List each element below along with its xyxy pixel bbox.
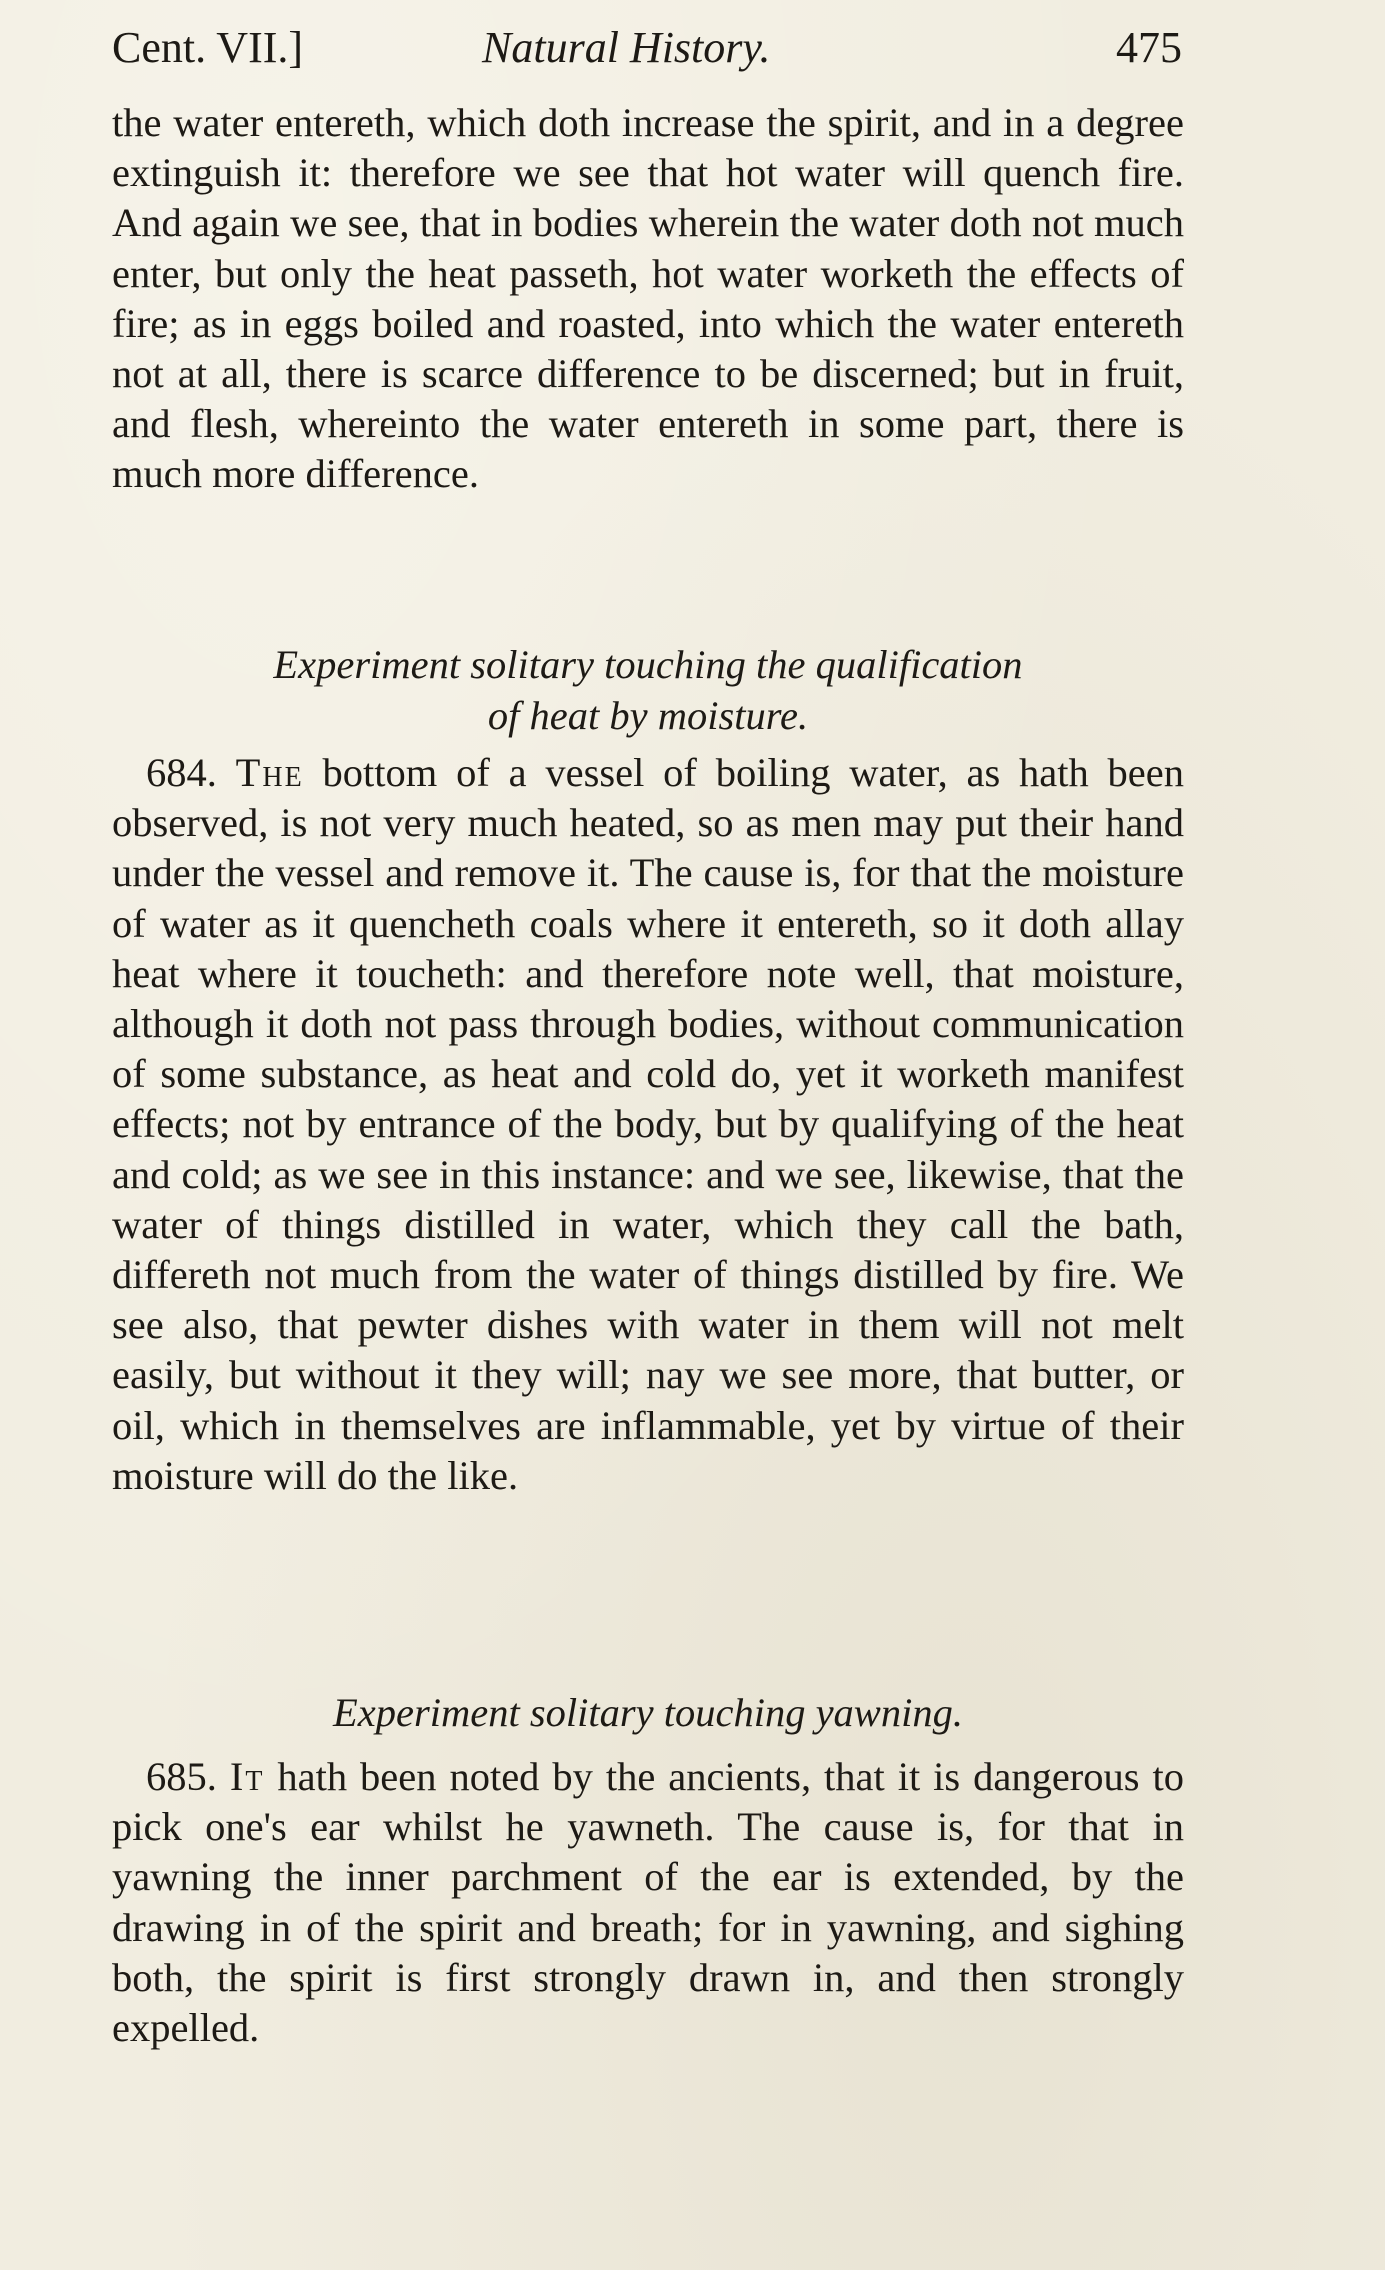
- continuation-text: the water entereth, which doth increase the spirit, and in a degree extinguish it: therefore we see that hot water will quench fire. And again we see, that in bodies wherein the water doth not much enter, but only the heat passeth, hot water worketh the effects of fire; as in eggs boiled and roasted, into which the water entereth not at all, there is scarce difference to be discerned; but in fruit, and flesh, whereinto the water entereth in some part, there is much more difference.: [112, 100, 1184, 497]
- experiment-684-heading-line-2: of heat by moisture.: [487, 692, 809, 738]
- experiment-684-paragraph: [112, 748, 1184, 1501]
- paragraph-684-lead-word: The: [235, 750, 304, 795]
- running-head: [112, 18, 1182, 78]
- continuation-paragraph: [112, 98, 1184, 500]
- experiment-684-heading-line-1: Experiment solitary touching the qualification: [273, 642, 1023, 687]
- paragraph-number-684: 684.: [146, 750, 217, 795]
- paragraph-684-text: bottom of a vessel of boiling water, as hath been observed, is not very much heated, so as men may put their hand under the vessel and remove it. The cause is, for that the moisture of water as it quencheth coals where it entereth, so it doth allay heat where it toucheth: and therefore note well, that moisture, although it doth not pass through bodies, without communication of some substance, as heat and cold do, yet it worketh manifest effects; not by entrance of the body, but by qualifying of the heat and cold; as we see in this instance: and we see, likewise, that the water of things distilled in water, which they call the bath, differeth not much from the water of things distilled by fire. We see also, that pewter dishes with water in them will not melt easily, but without it they will; nay we see more, that butter, or oil, which in themselves are inflammable, yet by virtue of their moisture will do the like.: [112, 750, 1185, 1498]
- page-number: 475: [1116, 23, 1182, 72]
- paragraph-number-685: 685.: [146, 1754, 217, 1799]
- experiment-685-paragraph: [112, 1752, 1184, 2053]
- paragraph-685-text: hath been noted by the ancients, that it is dangerous to pick one's ear whilst he yawneth. The cause is, for that in yawning the inner parchment of the ear is extended, by the drawing in of the spirit and breath; for in yawning, and sighing both, the spirit is first strongly drawn in, and then strongly expelled.: [112, 1754, 1185, 2051]
- running-head-title: Natural History.: [482, 23, 771, 72]
- experiment-685-heading: [112, 1688, 1184, 1739]
- experiment-685-heading-line: Experiment solitary touching yawning.: [333, 1690, 963, 1735]
- running-head-left: Cent. VII.]: [112, 23, 304, 72]
- paragraph-685-lead-word: It: [229, 1754, 265, 1799]
- experiment-684-heading: [112, 640, 1184, 741]
